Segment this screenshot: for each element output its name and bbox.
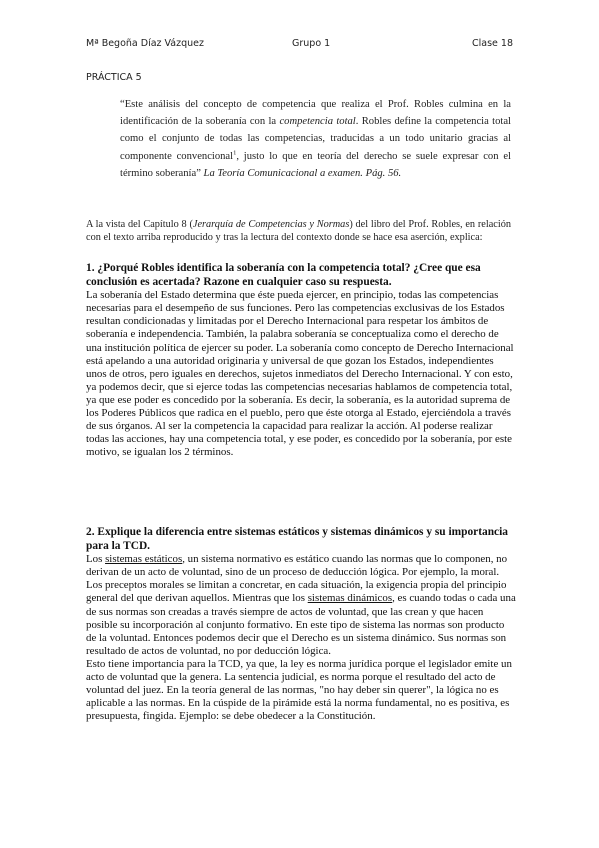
question-1-answer: La soberanía del Estado determina que éste pueda ejercer, en principio, todas las competencias necesarias para el desempeño de sus funciones. Pero las competencias exclusivas de los Estados resultan condicionadas y limitadas por el Derecho Internacional para respetar los ámbitos de soberanía e independencia. También, la palabra soberanía se conceptualiza como el derecho de una institución política de ejercer su poder. La soberanía como concepto de Derecho Internacional está apelando a una autoridad originaria y universal de que gozan los Estados, independientes unos de otros, pero iguales en derechos, sujetos inmediatos del Derecho Internacional. Y con esto, ya podemos decir, que si ejerce todas las competencias necesarias hablamos de competencia total, ya que ese poder es concedido por la soberanía. Es decir, la soberanía, es la autoridad suprema de los Poderes Públicos que radica en el pueblo, pero que éste otorga al Estado, ejerciéndola a través de sus órganos. Al ser la competencia la capacidad para realizar la acción. Al poderse realizar todas las acciones, hay una competencia total, y ese poder, es concedido por la soberanía, por este motivo, se igualan los 2 términos. (86, 289, 514, 459)
question-2-block (86, 526, 516, 723)
question-2-heading: 2. Explique la diferencia entre sistemas estáticos y sistemas dinámicos y su importancia para la TCD. (86, 526, 508, 552)
quote-text-1: “Este análisis del concepto de competencia que realiza el Prof. Robles culmina en la identificación de la soberanía con la (120, 99, 511, 128)
header-author: Mª Begoña Díaz Vázquez (86, 38, 204, 49)
quote-text-3: , justo lo que en teoría del derecho se suele expresar con el término soberanía” (120, 150, 511, 179)
footnote-marker[interactable]: 1 (233, 149, 237, 157)
header-class: Clase 18 (472, 38, 513, 49)
intro-text-1: A la vista del Capítulo 8 ( (86, 219, 193, 230)
question-2-importance: Esto tiene importancia para la TCD, ya que, la ley es norma jurídica porque el legislador emite un acto de voluntad que la genera. La sentencia judicial, es norma porque el resultado del acto de voluntad del juez. En la teoría general de las normas, "no hay deber sin querer", la lógica no es aplicable a las normas. En la cúspide de la pirámide está la norma fundamental, no es positiva, es presupuesta, fingida. Ejemplo: se debe obedecer a la Constitución. (86, 657, 512, 723)
dynamic-systems-term: sistemas dinámicos (307, 592, 393, 605)
quote-block (120, 96, 511, 182)
practice-title: PRÁCTICA 5 (86, 72, 142, 83)
intro-text-2: ) del libro del Prof. Robles, en relación con el texto arriba reproducido y tras la lectura del contexto donde se hace esa aserción, explica: (86, 219, 511, 243)
intro-paragraph (86, 219, 511, 245)
question-2-answer (86, 553, 516, 658)
answer-2-text-1: Los (86, 553, 106, 566)
answer-2-text-3: , es cuando todas o cada una de sus normas son creadas a través siempre de actos de voluntad, que las crean y que hacen posible su incorporación al conjunto formativo. En este tipo de sistema las normas son producto de la voluntad. Entonces podemos decir que el Derecho es un sistema dinámico. Sus normas son resultado de actos de voluntad, no por deducción lógica. (86, 592, 516, 657)
header-group: Grupo 1 (292, 38, 331, 49)
quote-text-2: . Robles define la competencia total como el conjunto de todas las competencias, traducidas a un todo unitario gracias al componente convencional (120, 116, 511, 162)
question-1-heading: 1. ¿Porqué Robles identifica la soberanía con la competencia total? ¿Cree que esa conclusión es acertada? Razone en cualquier caso su respuesta. (86, 262, 481, 288)
quote-source: La Teoría Comunicacional a examen (203, 167, 361, 179)
question-1-block (86, 262, 516, 459)
intro-chapter-title: Jerarquía de Competencias y Normas (192, 219, 350, 230)
quote-page: . Pág. 56. (360, 167, 402, 179)
answer-2-text-2: , un sistema normativo es estático cuando las normas que lo componen, no derivan de un acto de voluntad, sino de un proceso de deducción lógica. Por ejemplo, la moral. Los preceptos morales se limitan a concretar, en cada situación, la exigencia propia del principio general del que derivan aquellos. Mientras que los (86, 553, 508, 605)
quote-emphasis: competencia total (279, 116, 356, 128)
static-systems-term: sistemas estáticos (105, 553, 183, 566)
